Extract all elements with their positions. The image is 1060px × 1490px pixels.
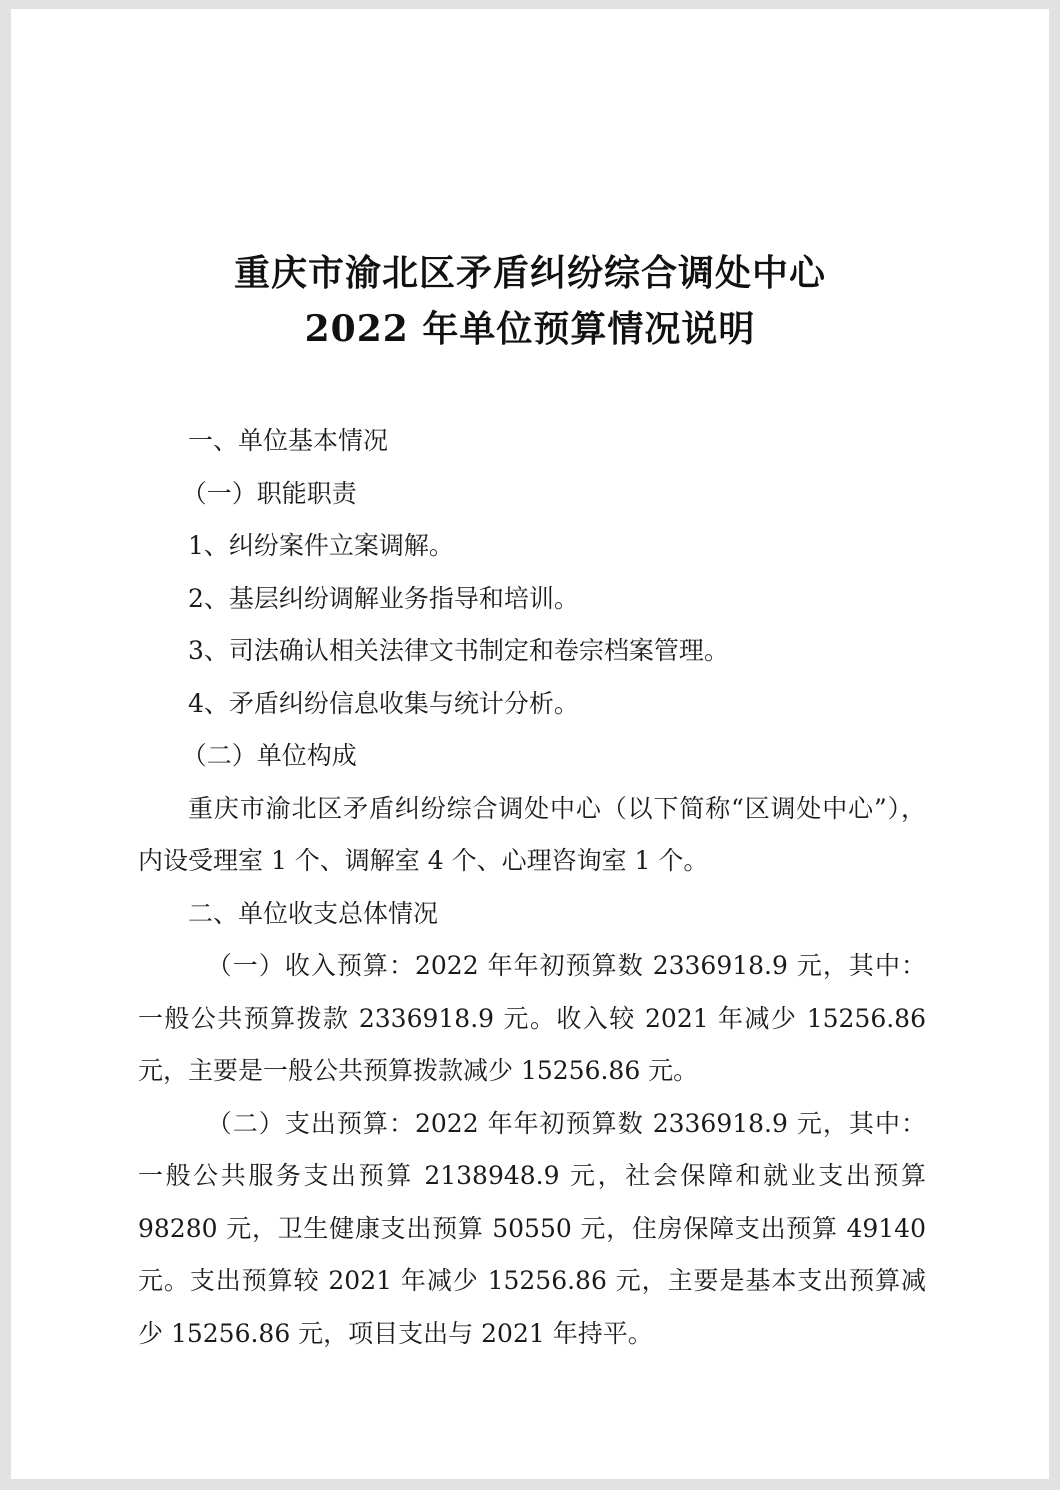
section-heading-unit-basics: 一、单位基本情况 [188, 426, 389, 455]
duty-item-1: 1、纠纷案件立案调解。 [188, 531, 454, 560]
expenditure-budget-paragraph: （二）支出预算：2022 年年初预算数 2336918.9 元，其中：一般公共服务支出预算 2138948.9 元，社会保障和就业支出预算 98280 元，卫生健康支出预算 50550 元，住房保障支出预算 49140 元。支出预算较 2021 年减少 15256.86 元，主要是基本支出预算减少 15256.86 元，项目支出与 2021 年持平。 [138, 1108, 926, 1348]
document-title-line1: 重庆市渝北区矛盾纠纷综合调处中心 [233, 252, 826, 294]
subsection-heading-composition: （二）单位构成 [181, 741, 357, 770]
document-page [11, 9, 1049, 1479]
document-title-line2: 2022 年单位预算情况说明 [304, 308, 756, 350]
duty-item-4: 4、矛盾纠纷信息收集与统计分析。 [188, 688, 579, 718]
income-budget-paragraph: （一）收入预算：2022 年年初预算数 2336918.9 元，其中：一般公共预算拨款 2336918.9 元。收入较 2021 年减少 15256.86 元，主要是一般公共预算拨款减少 15256.86 元。 [138, 951, 926, 1085]
duty-item-3: 3、司法确认相关法律文书制定和卷宗档案管理。 [188, 636, 729, 665]
subsection-heading-duties: （一）职能职责 [181, 478, 357, 508]
document-body [138, 415, 926, 1360]
duty-item-2: 2、基层纠纷调解业务指导和培训。 [188, 583, 579, 613]
composition-paragraph: 重庆市渝北区矛盾纠纷综合调处中心（以下简称“区调处中心”），内设受理室 1 个、调解室 4 个、心理咨询室 1 个。 [138, 793, 926, 875]
section-heading-income-expenditure: 二、单位收支总体情况 [188, 898, 439, 928]
